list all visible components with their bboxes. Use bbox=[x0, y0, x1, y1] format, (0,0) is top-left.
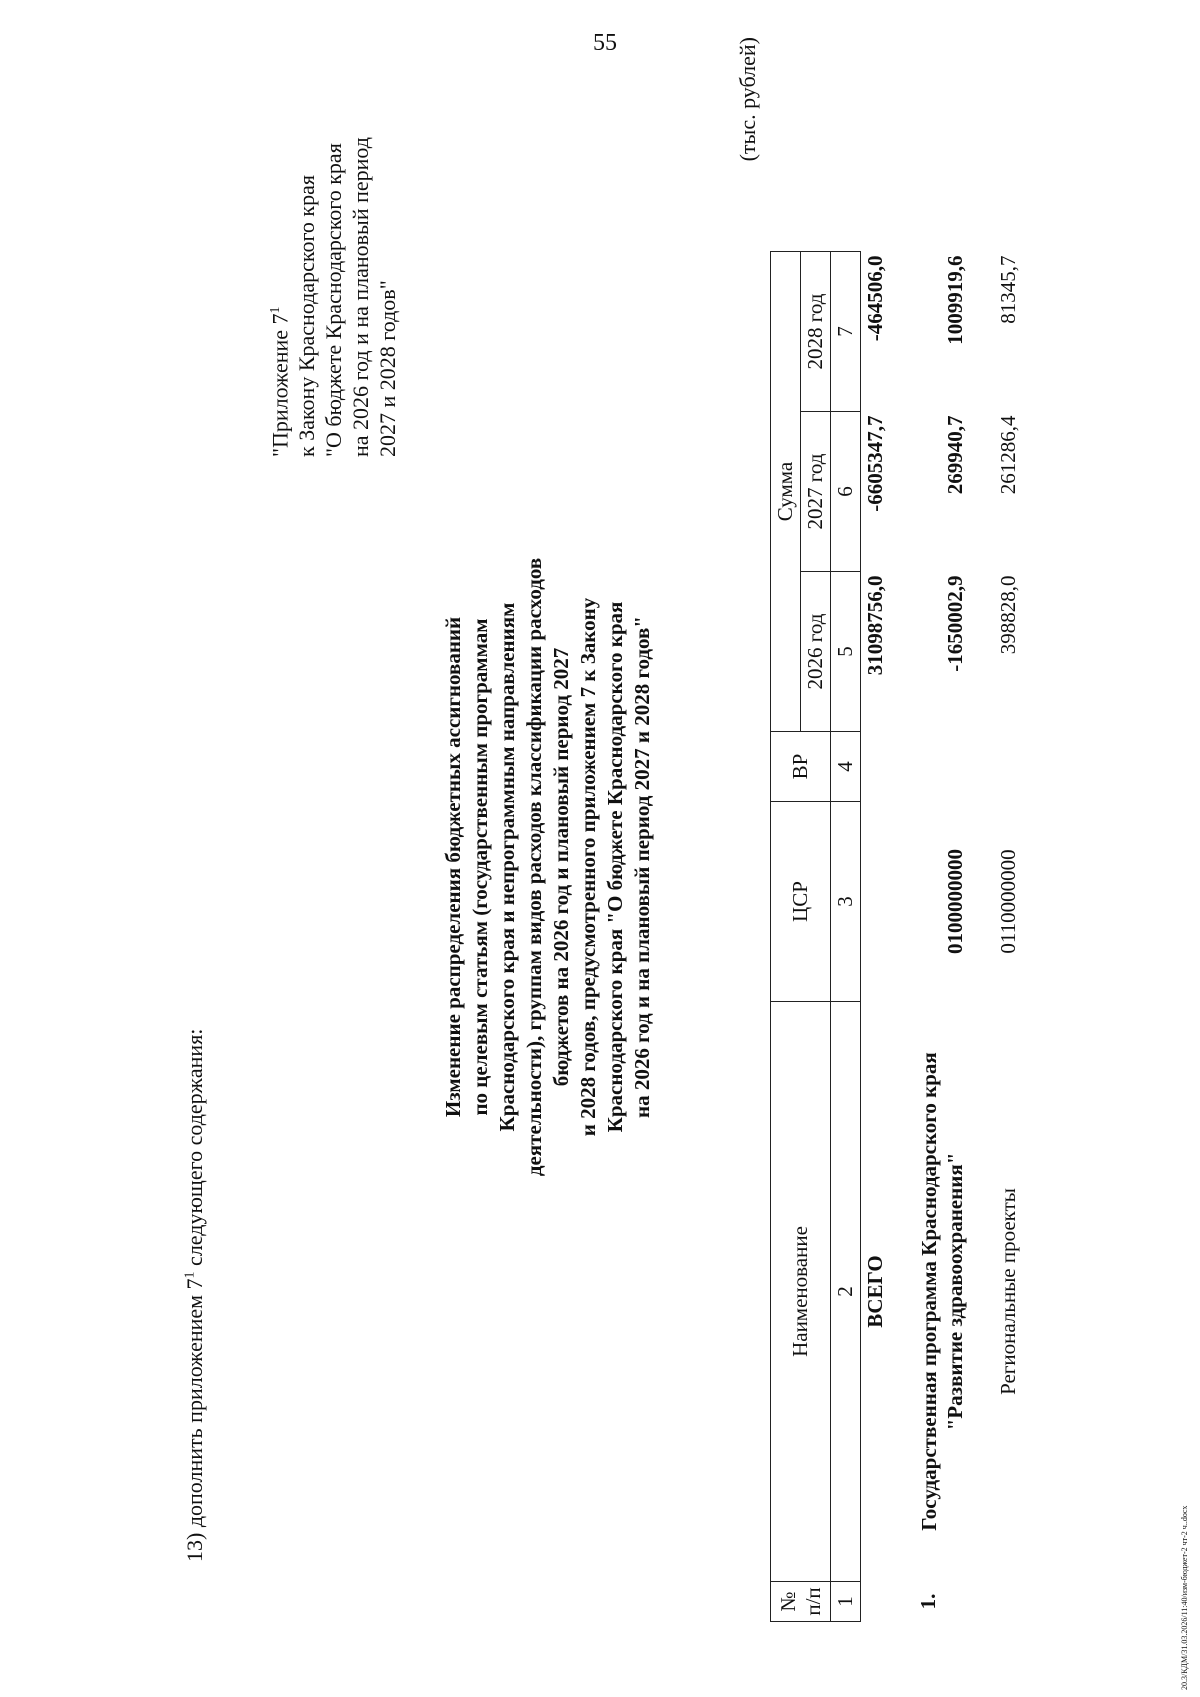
appendix-line-2: к Закону Краснодарского края bbox=[294, 174, 320, 457]
title-line: и 2028 годов, предусмотренного приложением 7 к Закону bbox=[576, 597, 600, 1137]
column-number: 4 bbox=[831, 732, 861, 802]
header-name: Наименование bbox=[771, 1002, 831, 1582]
title-line: Краснодарского края и непрограммным направлениям bbox=[495, 602, 519, 1132]
total-2027: -6605347,7 bbox=[863, 415, 887, 512]
intro-text bbox=[182, 1029, 208, 1562]
row-2028: 1009919,6 bbox=[943, 255, 967, 345]
appendix-line-1-sup: 1 bbox=[268, 306, 283, 314]
page-number: 55 bbox=[593, 30, 617, 56]
intro-text-main: 13) дополнить приложением 7 bbox=[182, 1278, 207, 1562]
column-number: 3 bbox=[831, 802, 861, 1002]
header-vr: ВР bbox=[771, 732, 831, 802]
table-row bbox=[914, 252, 970, 1622]
appendix-line-4: на 2026 год и на плановый период bbox=[348, 137, 374, 457]
row-vr bbox=[994, 732, 1023, 802]
total-row bbox=[861, 252, 891, 1622]
row-num bbox=[994, 1582, 1023, 1622]
intro-text-tail: следующего содержания: bbox=[182, 1028, 207, 1272]
budget-table bbox=[770, 251, 1023, 1622]
appendix-header bbox=[262, 57, 401, 457]
title-line: бюджетов на 2026 год и плановый период 2027 bbox=[549, 647, 573, 1087]
row-2026: -1650002,9 bbox=[943, 575, 967, 672]
appendix-line-5: 2027 и 2028 годов" bbox=[375, 280, 401, 457]
column-number: 1 bbox=[831, 1582, 861, 1622]
appendix-line-3: "О бюджете Краснодарского края bbox=[321, 143, 347, 457]
document-title bbox=[440, 507, 656, 1227]
total-2028: -464506,0 bbox=[863, 255, 887, 342]
header-2026: 2026 год bbox=[801, 572, 831, 732]
column-number: 7 bbox=[831, 252, 861, 412]
column-number: 5 bbox=[831, 572, 861, 732]
row-2028: 81345,7 bbox=[996, 255, 1020, 324]
row-csr: 0100000000 bbox=[943, 849, 967, 954]
title-line: по целевым статьям (государственным программам bbox=[468, 618, 492, 1116]
header-num: № п/п bbox=[771, 1582, 831, 1622]
row-name: Региональные проекты bbox=[996, 1188, 1020, 1395]
table-row bbox=[994, 252, 1023, 1622]
header-2027: 2027 год bbox=[801, 412, 831, 572]
title-line: Краснодарского края "О бюджете Краснодарского края bbox=[603, 601, 627, 1133]
row-csr: 0110000000 bbox=[996, 849, 1020, 954]
row-2027: 261286,4 bbox=[996, 415, 1020, 495]
header-2028: 2028 год bbox=[801, 252, 831, 412]
header-csr: ЦСР bbox=[771, 802, 831, 1002]
column-number: 6 bbox=[831, 412, 861, 572]
row-vr bbox=[914, 732, 970, 802]
column-number-row bbox=[831, 252, 861, 1622]
row-name: Государственная программа Краснодарского края "Развитие здравоохранения" bbox=[917, 1052, 967, 1531]
total-label: ВСЕГО bbox=[863, 1255, 887, 1328]
intro-sup: 1 bbox=[182, 1271, 198, 1279]
appendix-line-1 bbox=[262, 57, 293, 457]
total-2026: 31098756,0 bbox=[863, 575, 887, 676]
footer-file-note: 20.3/КДМ/31.03.2026/11:40/изм-бюджет-2 чт-2 ч..docx bbox=[1180, 1505, 1189, 1690]
row-num: 1. bbox=[916, 1593, 940, 1610]
title-line: деятельности), группам видов расходов классификации расходов bbox=[522, 557, 546, 1177]
unit-label: (тыс. рублей) bbox=[735, 37, 760, 162]
appendix-line-1-text: "Приложение 7 bbox=[267, 313, 293, 457]
row-2026: 398828,0 bbox=[996, 575, 1020, 655]
title-line: на 2026 год и на плановый период 2027 и 2028 годов" bbox=[630, 616, 654, 1118]
row-2027: 269940,7 bbox=[943, 415, 967, 495]
header-sum: Сумма bbox=[771, 252, 801, 732]
table-header-row bbox=[771, 252, 801, 1622]
title-line: Изменение распределения бюджетных ассигнований bbox=[441, 616, 465, 1118]
column-number: 2 bbox=[831, 1002, 861, 1582]
